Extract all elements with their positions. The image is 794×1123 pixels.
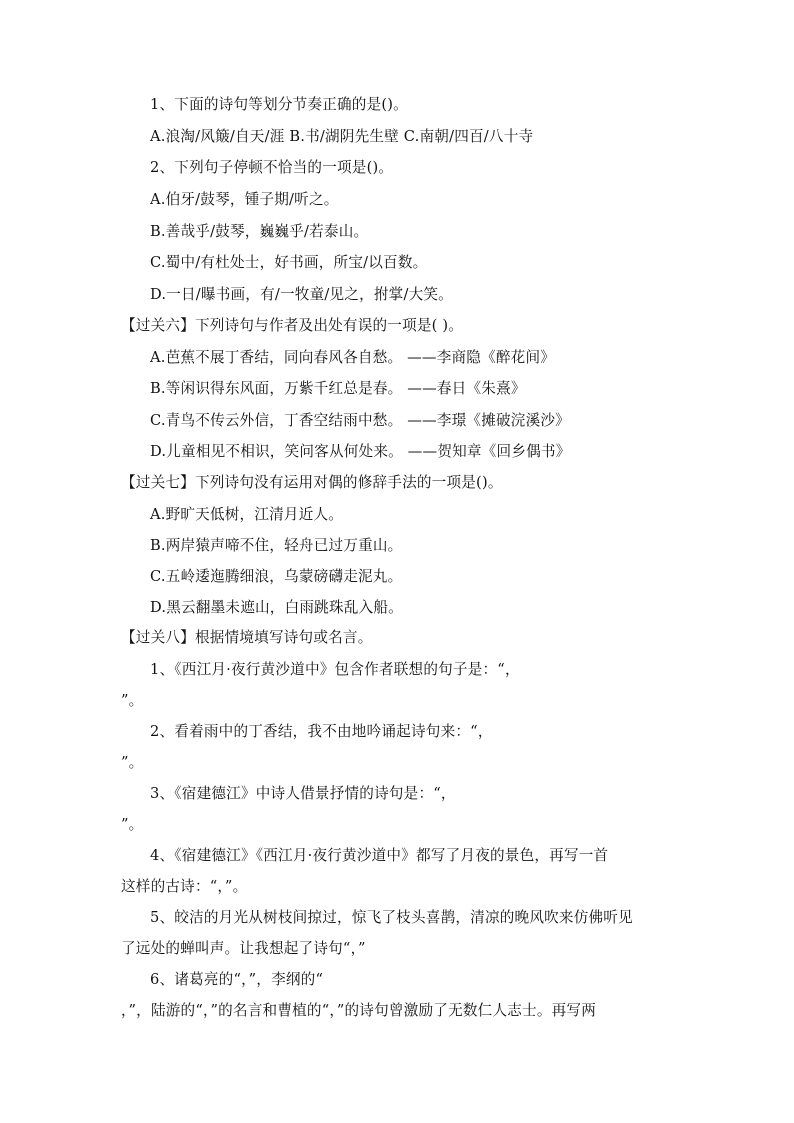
guan7-title: 【过关七】下列诗句没有运用对偶的修辞手法的一项是()。 bbox=[121, 474, 503, 491]
guan7-option-b: B.两岸猿声啼不住，轻舟已过万重山。 bbox=[150, 537, 403, 554]
guan8-item-1-line-2: ”。 bbox=[121, 692, 144, 709]
guan8-item-3-line-2: ”。 bbox=[121, 816, 144, 833]
guan8-title: 【过关八】根据情境填写诗句或名言。 bbox=[121, 629, 373, 646]
guan6-option-b: B.等闲识得东风面，万紫千红总是春。 ——春日《朱熹》 bbox=[150, 380, 526, 397]
guan8-item-3-line-1: 3、《宿建德江》中诗人借景抒情的诗句是：“， bbox=[150, 785, 456, 802]
guan8-item-5-line-1: 5、皎洁的月光从树枝间掠过，惊飞了枝头喜鹊，清凉的晚风吹来仿佛听见 bbox=[150, 909, 633, 926]
guan6-option-d: D.儿童相见不相识，笑问客从何处来。 ——贺知章《回乡偶书》 bbox=[150, 443, 571, 460]
question-2-option-b: B.善哉乎/鼓琴，巍巍乎/若泰山。 bbox=[150, 223, 369, 240]
guan8-item-4-line-2: 这样的古诗：“，”。 bbox=[121, 878, 248, 895]
guan8-item-1-line-1: 1、《西江月·夜行黄沙道中》包含作者联想的句子是：“， bbox=[150, 661, 520, 678]
guan8-item-4-line-1: 4、《宿建德江》《西江月·夜行黄沙道中》都写了月夜的景色，再写一首 bbox=[150, 847, 609, 864]
guan6-option-c: C.青鸟不传云外信，丁香空结雨中愁。 ——李璟《摊破浣溪沙》 bbox=[150, 412, 570, 429]
guan8-item-6-line-1: 6、诸葛亮的“，”，李纲的“ bbox=[150, 971, 324, 988]
question-2-option-d: D.一日/曝书画，有/一牧童/见之，拊掌/大笑。 bbox=[150, 286, 453, 303]
guan8-item-5-line-2: 了远处的蝉叫声。让我想起了诗句“，” bbox=[121, 940, 366, 957]
question-1-title: 1、下面的诗句等划分节奏正确的是()。 bbox=[150, 96, 408, 113]
guan8-item-6-line-2: ，”，陆游的“，”的名言和曹植的“，”的诗句曾激励了无数仁人志士。再写两 bbox=[121, 1002, 597, 1019]
guan6-title: 【过关六】下列诗句与作者及出处有误的一项是( )。 bbox=[121, 317, 464, 334]
guan7-option-a: A.野旷天低树，江清月近人。 bbox=[150, 506, 344, 523]
guan8-item-2-line-1: 2、看着雨中的丁香结，我不由地吟诵起诗句来：“， bbox=[150, 723, 493, 740]
guan6-option-a: A.芭蕉不展丁香结，同向春风各自愁。 ——李商隐《醉花间》 bbox=[150, 349, 556, 366]
guan7-option-c: C.五岭逶迤腾细浪，乌蒙磅礴走泥丸。 bbox=[150, 568, 403, 585]
question-2-title: 2、下列句子停顿不恰当的一项是()。 bbox=[150, 159, 394, 176]
question-2-option-a: A.伯牙/鼓琴，锺子期/听之。 bbox=[150, 191, 339, 208]
question-1-options: A.浪淘/风簸/自天/涯 B.书/湖阴先生壁 C.南朝/四百/八十寺 bbox=[150, 128, 534, 145]
guan8-item-2-line-2: ”。 bbox=[121, 754, 144, 771]
question-2-option-c: C.蜀中/有杜处士，好书画，所宝/以百数。 bbox=[150, 254, 428, 271]
guan7-option-d: D.黑云翻墨未遮山，白雨跳珠乱入船。 bbox=[150, 599, 403, 616]
